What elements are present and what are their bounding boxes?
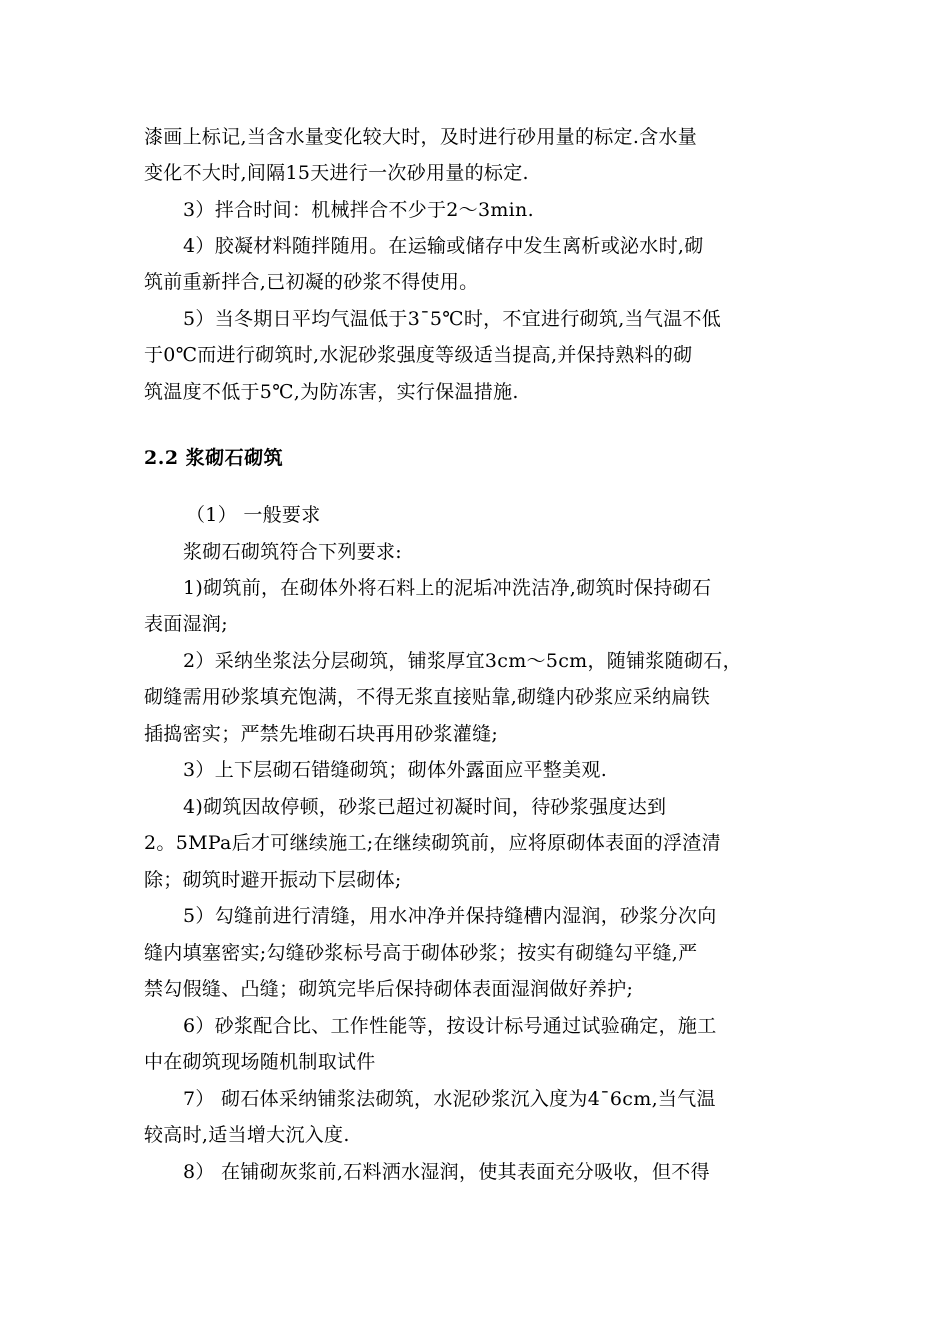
list-item-7: 7） 砌石体采纳铺浆法砌筑，水泥砂浆沉入度为4¯6cm,当气温 (183, 1088, 716, 1110)
paragraph-line: 禁勾假缝、凸缝；砌筑完毕后保持砌体表面湿润做好养护; (144, 978, 634, 1000)
list-item-4: 4）胶凝材料随拌随用。在运输或储存中发生离析或泌水时,砌 (183, 235, 704, 257)
paragraph-line: 表面湿润; (144, 613, 228, 635)
paragraph-line: 砌缝需用砂浆填充饱满，不得无浆直接贴靠,砌缝内砂浆应采纳扁铁 (144, 686, 711, 708)
list-item-4: 4)砌筑因故停顿，砂浆已超过初凝时间，待砂浆强度达到 (183, 796, 667, 818)
list-item-3: 3）拌合时间：机械拌合不少于2～3min. (183, 199, 534, 221)
list-item-2: 2）采纳坐浆法分层砌筑，铺浆厚宜3cm～5cm，随铺浆随砌石， (183, 650, 742, 672)
list-item-5: 5）当冬期日平均气温低于3¯5℃时，不宜进行砌筑,当气温不低 (183, 308, 722, 330)
paragraph-line: 中在砌筑现场随机制取试件 (144, 1051, 376, 1073)
paragraph-line: 插捣密实；严禁先堆砌石块再用砂浆灌缝; (144, 723, 499, 745)
list-item-8: 8） 在铺砌灰浆前,石料洒水湿润，使其表面充分吸收，但不得 (183, 1161, 710, 1183)
paragraph-line: 变化不大时,间隔15天进行一次砂用量的标定. (144, 162, 529, 184)
paragraph-line: 除；砌筑时避开振动下层砌体; (144, 869, 402, 891)
section-heading: 2.2 浆砌石砌筑 (144, 447, 284, 469)
paragraph-line: 于0℃而进行砌筑时,水泥砂浆强度等级适当提高,并保持熟料的砌 (144, 344, 693, 366)
paragraph-line: 漆画上标记,当含水量变化较大时，及时进行砂用量的标定.含水量 (144, 126, 698, 148)
list-item-3: 3）上下层砌石错缝砌筑；砌体外露面应平整美观. (183, 759, 608, 781)
list-item-5: 5）勾缝前进行清缝，用水冲净并保持缝槽内湿润，砂浆分次向 (183, 905, 717, 927)
paragraph-line: 筑前重新拌合,已初凝的砂浆不得使用。 (144, 271, 479, 293)
paragraph-line: 筑温度不低于5℃,为防冻害，实行保温措施. (144, 381, 519, 403)
paragraph-line: 2。5MPa后才可继续施工;在继续砌筑前，应将原砌体表面的浮渣清 (144, 832, 721, 854)
list-item-6: 6）砂浆配合比、工作性能等，按设计标号通过试验确定，施工 (183, 1015, 717, 1037)
paragraph-line: 浆砌石砌筑符合下列要求: (183, 541, 403, 563)
paragraph-line: 较高时,适当增大沉入度. (144, 1124, 350, 1146)
list-item-1: 1)砌筑前，在砌体外将石料上的泥垢冲洗洁净,砌筑时保持砌石 (183, 577, 712, 599)
subsection-heading: （1） 一般要求 (186, 504, 321, 526)
paragraph-line: 缝内填塞密实;勾缝砂浆标号高于砌体砂浆；按实有砌缝勾平缝,严 (144, 942, 698, 964)
